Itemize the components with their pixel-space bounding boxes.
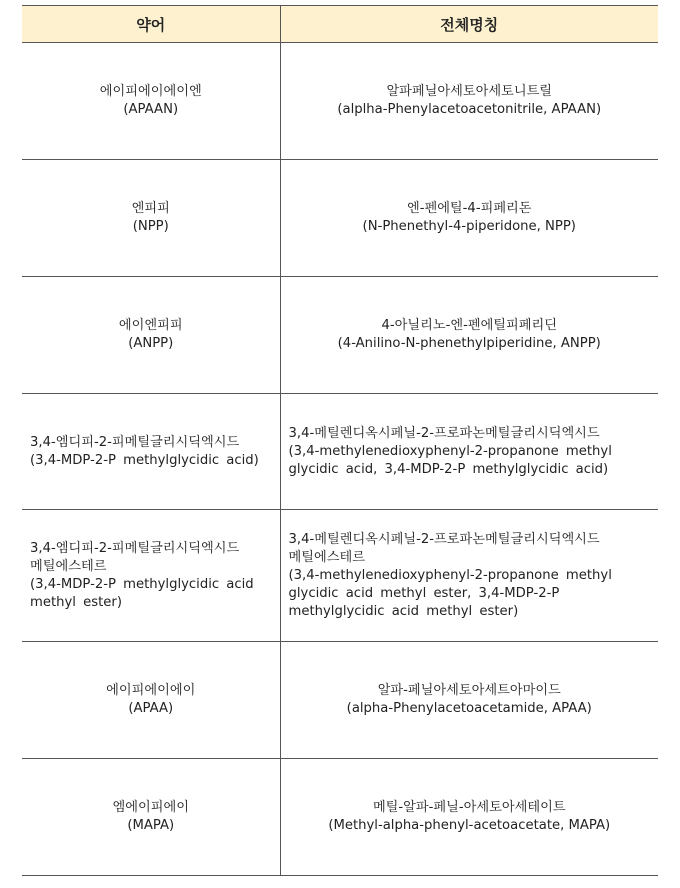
full-name-line: (Methyl-alpha-phenyl-acetoacetate, MAPA) xyxy=(328,818,611,833)
abbr-cell xyxy=(22,43,280,160)
abbr-line: 에이피에이에이엔 xyxy=(99,84,202,99)
table-row xyxy=(22,394,658,510)
abbr-line: (APAA) xyxy=(128,701,174,716)
abbr-line: 3,4-엠디피-2-피메틸글리시딕엑시드 xyxy=(30,434,240,450)
abbr-line: (APAAN) xyxy=(123,102,179,117)
table-row xyxy=(22,510,658,642)
full-name-cell xyxy=(280,759,658,876)
abbr-line: 에이피에이에이 xyxy=(106,683,196,698)
full-name-line: (3,4-methylenedioxyphenyl-2-propanone methyl xyxy=(288,443,612,459)
table-row xyxy=(22,642,658,759)
abbr-cell xyxy=(22,160,280,277)
header-abbr: 약어 xyxy=(22,6,280,43)
abbr-cell xyxy=(22,759,280,876)
full-name-cell xyxy=(280,277,658,394)
table-row xyxy=(22,277,658,394)
abbr-line: 메틸에스테르 xyxy=(30,558,107,574)
full-name-line: 4-아닐리노-엔-펜에틸피페리딘 xyxy=(381,318,558,333)
abbr-cell xyxy=(22,394,280,510)
full-name-line: 3,4-메틸렌디옥시페닐-2-프로파논메틸글리시딕엑시드 xyxy=(288,425,600,441)
full-name-line: (3,4-methylenedioxyphenyl-2-propanone methyl xyxy=(288,567,612,583)
full-name-line: (alpha-Phenylacetoacetamide, APAA) xyxy=(346,701,592,716)
abbr-line: 엠에이피에이 xyxy=(112,800,189,815)
full-name-line: glycidic acid methyl ester, 3,4-MDP-2-P xyxy=(288,585,560,601)
abbr-line: (3,4-MDP-2-P methylglycidic acid xyxy=(30,576,254,592)
abbr-line: (3,4-MDP-2-P methylglycidic acid) xyxy=(30,452,259,468)
full-name-line: (N-Phenethyl-4-piperidone, NPP) xyxy=(362,219,576,234)
abbr-cell xyxy=(22,642,280,759)
abbr-line: (MAPA) xyxy=(127,818,175,833)
full-name-line: (4-Anilino-N-phenethylpiperidine, ANPP) xyxy=(337,336,601,351)
abbr-line: (NPP) xyxy=(132,219,169,234)
full-name-line: 엔-펜에틸-4-피페리돈 xyxy=(406,201,532,216)
table-row xyxy=(22,43,658,160)
full-name-cell xyxy=(280,160,658,277)
full-name-cell xyxy=(280,642,658,759)
table-row xyxy=(22,160,658,277)
abbr-line: (ANPP) xyxy=(128,336,174,351)
full-name-line: glycidic acid, 3,4-MDP-2-P methylglycidic acid) xyxy=(288,461,609,477)
full-name-line: 3,4-메틸렌디옥시페닐-2-프로파논메틸글리시딕엑시드 xyxy=(288,531,600,547)
table-row xyxy=(22,759,658,876)
abbr-cell xyxy=(22,277,280,394)
full-name-line: 알파페닐아세토아세토니트릴 xyxy=(386,84,553,99)
full-name-cell xyxy=(280,394,658,510)
header-full-name: 전체명칭 xyxy=(280,6,658,43)
abbreviation-table xyxy=(22,5,658,876)
full-name-line: 메틸-알파-페닐-아세토아세테이트 xyxy=(372,800,566,815)
full-name-cell xyxy=(280,510,658,642)
full-name-line: 메틸에스테르 xyxy=(288,549,365,565)
abbr-line: methyl ester) xyxy=(30,594,122,610)
abbr-line: 3,4-엠디피-2-피메틸글리시딕엑시드 xyxy=(30,540,240,556)
full-name-cell xyxy=(280,43,658,160)
abbr-line: 에이엔피피 xyxy=(118,318,183,333)
full-name-line: methylglycidic acid methyl ester) xyxy=(288,603,519,619)
full-name-line: 알파-페닐아세토아세트아마이드 xyxy=(377,683,561,698)
table-header-row xyxy=(22,6,658,43)
abbr-line: 엔피피 xyxy=(131,201,170,216)
abbr-cell xyxy=(22,510,280,642)
full-name-line: (alplha-Phenylacetoacetonitrile, APAAN) xyxy=(337,102,602,117)
